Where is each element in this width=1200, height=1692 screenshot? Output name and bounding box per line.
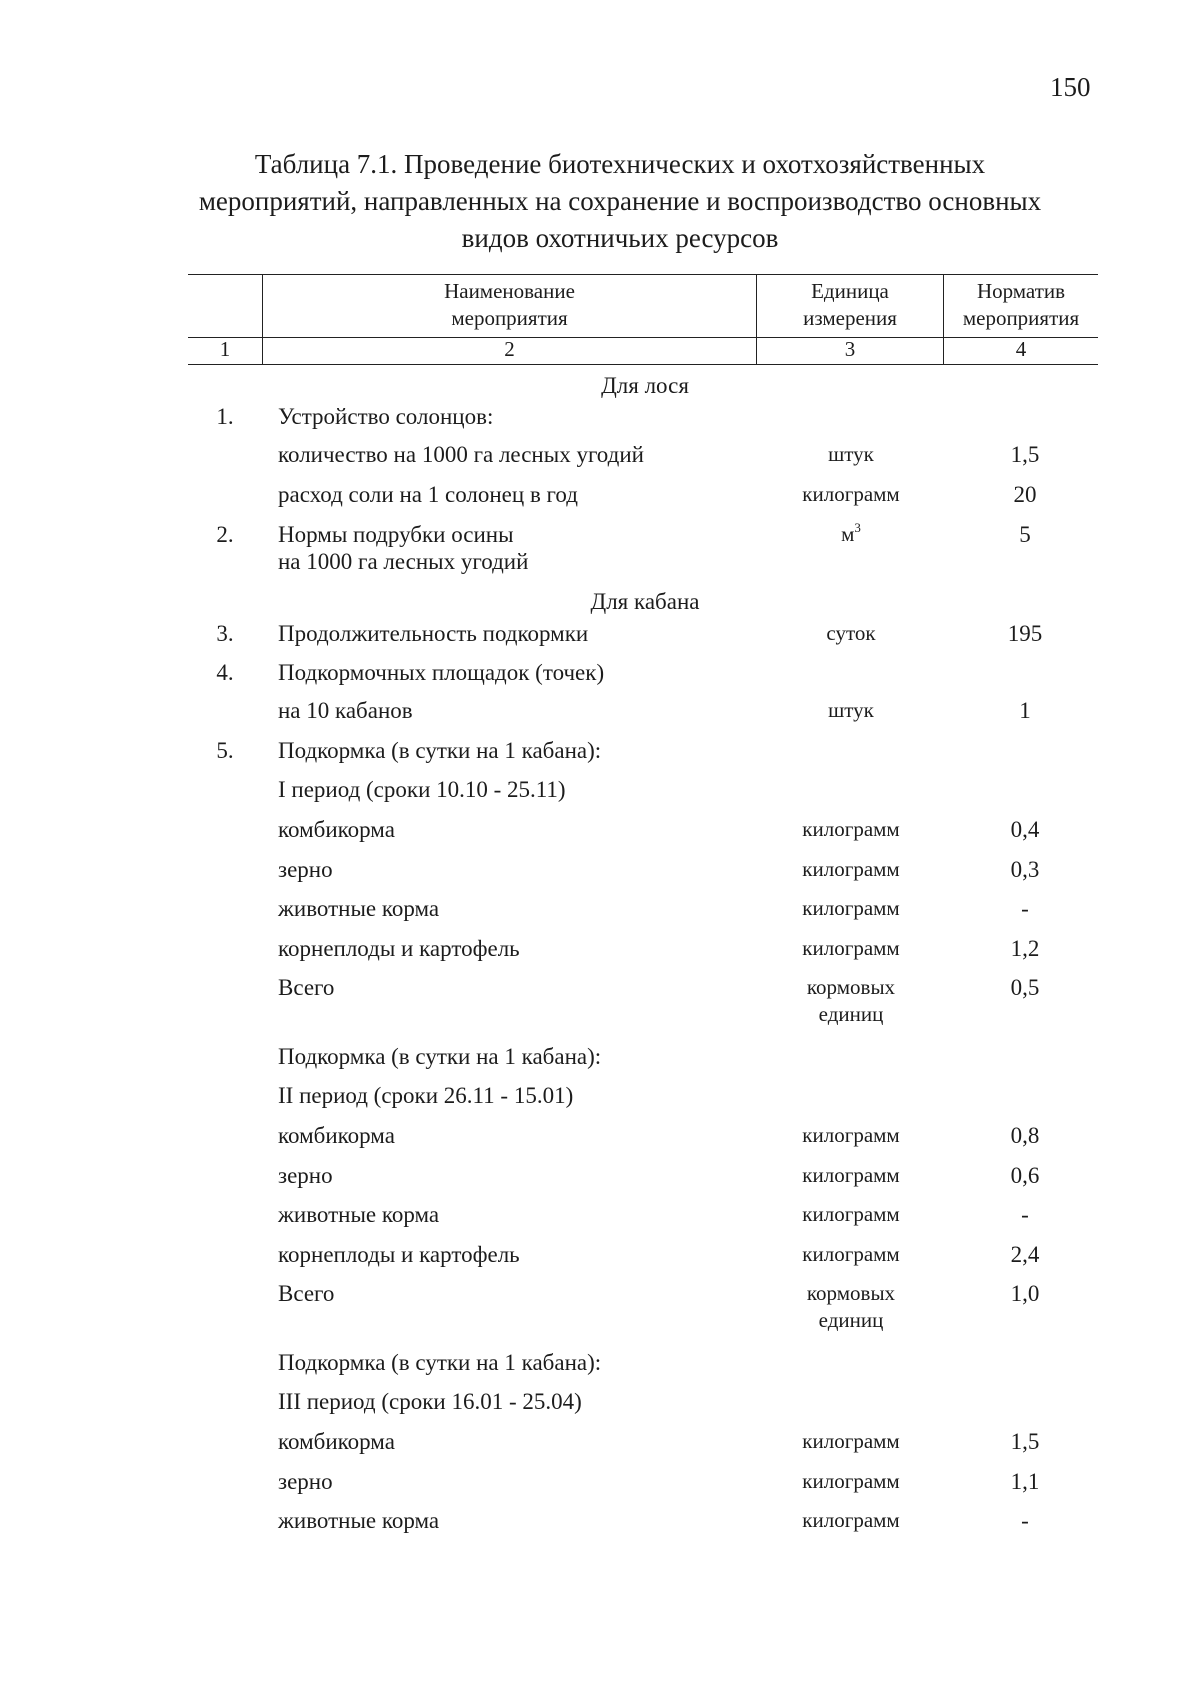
- row-number: [205, 403, 245, 430]
- row-name: [278, 1043, 798, 1070]
- section-heading-moose: Для лося: [601, 373, 689, 398]
- row-name: [278, 737, 798, 764]
- row-unit: [760, 481, 942, 508]
- header-unit-line: измерения: [803, 306, 897, 330]
- row-number-text: 5.: [216, 738, 234, 763]
- table-title-line: Таблица 7.1. Проведение биотехнических и охотхозяйственных: [254, 149, 986, 179]
- section-heading-boar: Для кабана: [590, 589, 700, 614]
- row-name-text: Подкормка (в сутки на 1 кабана):: [278, 1044, 602, 1069]
- row-name-text: I период (сроки 10.10 - 25.11): [278, 777, 566, 802]
- table-title-line: видов охотничьих ресурсов: [461, 223, 779, 253]
- row-name: [278, 441, 798, 468]
- row-number-text: 3.: [216, 621, 234, 646]
- row-unit: [760, 1122, 942, 1149]
- row-norm: [965, 697, 1085, 724]
- row-name-text: зерно: [278, 1163, 333, 1188]
- row-norm: [965, 1428, 1085, 1455]
- row-unit-text: кормовых единиц: [806, 975, 896, 1026]
- row-name: [278, 403, 798, 430]
- row-unit: [760, 816, 942, 843]
- row-name: [278, 659, 798, 686]
- row-name: [278, 974, 798, 1001]
- row-name-text: количество на 1000 га лесных угодий: [278, 442, 644, 467]
- row-unit: [760, 1280, 942, 1334]
- row-unit-text: килограмм: [802, 1123, 900, 1147]
- row-norm-text: 1,2: [1010, 936, 1040, 961]
- row-name-text: комбикорма: [278, 1123, 395, 1148]
- row-name: [278, 620, 798, 647]
- row-name-text: корнеплоды и картофель: [278, 1242, 520, 1267]
- row-name: [278, 1349, 798, 1376]
- row-norm: [965, 441, 1085, 468]
- row-norm-text: 195: [1007, 621, 1043, 646]
- row-norm-text: 1,5: [1010, 442, 1040, 467]
- row-norm: [965, 1468, 1085, 1495]
- row-name-text: животные корма: [278, 896, 440, 921]
- row-name: [278, 697, 798, 724]
- row-norm-text: 0,8: [1010, 1123, 1040, 1148]
- header-unit: [757, 278, 943, 332]
- row-name-text: Всего: [278, 1281, 335, 1306]
- row-unit: [760, 974, 942, 1028]
- table-top-rule: [188, 274, 1098, 275]
- header-name: [263, 278, 756, 332]
- row-unit-text: килограмм: [802, 1469, 900, 1493]
- row-unit: [760, 1201, 942, 1228]
- row-unit-text: штук: [828, 442, 874, 466]
- row-unit: [760, 441, 942, 468]
- row-name-text: комбикорма: [278, 817, 395, 842]
- row-unit: [760, 1428, 942, 1455]
- row-name: [278, 1241, 798, 1268]
- row-name-text: Продолжительность подкормки: [278, 621, 589, 646]
- row-name-text: животные корма: [278, 1202, 440, 1227]
- row-unit-text: килограмм: [802, 1429, 900, 1453]
- row-unit: [760, 620, 942, 647]
- row-name-text: Подкормка (в сутки на 1 кабана):: [278, 1350, 602, 1375]
- row-name: [278, 1468, 798, 1495]
- row-name: [278, 935, 798, 962]
- row-unit-text: суток: [826, 621, 876, 645]
- row-norm-text: 1,5: [1010, 1429, 1040, 1454]
- row-name: [278, 521, 798, 575]
- row-norm: [965, 1241, 1085, 1268]
- row-norm: [965, 816, 1085, 843]
- column-number-4: 4: [1015, 337, 1027, 361]
- row-name: [278, 1122, 798, 1149]
- row-name: [278, 481, 798, 508]
- header-name-line: Наименование: [444, 279, 575, 303]
- row-norm-text: 5: [1019, 522, 1031, 547]
- row-norm-text: 0,3: [1010, 857, 1040, 882]
- row-name: [278, 816, 798, 843]
- column-number-3: 3: [844, 337, 856, 361]
- row-name: [278, 856, 798, 883]
- header-unit-line: Единица: [811, 279, 889, 303]
- column-number-1: 1: [219, 337, 231, 361]
- row-number: [205, 521, 245, 548]
- row-number: [205, 737, 245, 764]
- row-norm: [965, 1201, 1085, 1228]
- row-unit-text: килограмм: [802, 1242, 900, 1266]
- row-unit: [760, 521, 942, 548]
- row-name-text: зерно: [278, 1469, 333, 1494]
- row-unit-text: килограмм: [802, 1202, 900, 1226]
- row-norm-text: 20: [1013, 482, 1037, 507]
- row-norm-text: -: [1021, 1202, 1029, 1227]
- row-norm: [965, 1122, 1085, 1149]
- row-name-text: Подкормочных площадок (точек): [278, 660, 605, 685]
- row-norm: [965, 521, 1085, 548]
- row-norm: [965, 856, 1085, 883]
- table-title: [150, 146, 1090, 257]
- row-unit-text: килограмм: [802, 1508, 900, 1532]
- row-norm: [965, 1507, 1085, 1534]
- row-norm-text: 1: [1019, 698, 1031, 723]
- row-norm-text: 0,6: [1010, 1163, 1040, 1188]
- row-unit-text: м: [841, 522, 855, 546]
- row-unit-text: килограмм: [802, 896, 900, 920]
- row-unit: [760, 1468, 942, 1495]
- header-name-line: мероприятия: [451, 306, 568, 330]
- row-norm-text: -: [1021, 896, 1029, 921]
- row-number-text: 4.: [216, 660, 234, 685]
- row-unit: [760, 697, 942, 724]
- row-name-text: животные корма: [278, 1508, 440, 1533]
- row-name: [278, 1507, 798, 1534]
- row-norm-text: 2,4: [1010, 1242, 1040, 1267]
- row-name-text: Всего: [278, 975, 335, 1000]
- row-unit: [760, 1162, 942, 1189]
- row-name-text: Нормы подрубки осины на 1000 га лесных угодий: [278, 522, 529, 574]
- row-unit-text: штук: [828, 698, 874, 722]
- row-norm: [965, 1280, 1085, 1307]
- row-norm: [965, 620, 1085, 647]
- row-name-text: на 10 кабанов: [278, 698, 413, 723]
- table-title-line: мероприятий, направленных на сохранение и воспроизводство основных: [198, 186, 1042, 216]
- row-name: [278, 1201, 798, 1228]
- row-norm-text: 0,5: [1010, 975, 1040, 1000]
- unit-superscript: 3: [854, 520, 861, 535]
- row-name-text: II период (сроки 26.11 - 15.01): [278, 1083, 574, 1108]
- row-unit-text: килограмм: [802, 482, 900, 506]
- row-norm-text: 1,0: [1010, 1281, 1040, 1306]
- row-unit-text: килограмм: [802, 936, 900, 960]
- row-unit: [760, 1241, 942, 1268]
- row-unit: [760, 1507, 942, 1534]
- row-unit-text: килограмм: [802, 857, 900, 881]
- header-norm-line: Норматив: [976, 279, 1066, 303]
- row-name: [278, 1082, 798, 1109]
- row-name-text: III период (сроки 16.01 - 25.04): [278, 1389, 582, 1414]
- column-number-2: 2: [504, 337, 515, 361]
- row-norm: [965, 481, 1085, 508]
- row-number: [205, 620, 245, 647]
- column-numbers-rule: [188, 364, 1098, 365]
- row-unit-text: кормовых единиц: [806, 1281, 896, 1332]
- row-norm: [965, 935, 1085, 962]
- row-unit-text: килограмм: [802, 1163, 900, 1187]
- row-name-text: Подкормка (в сутки на 1 кабана):: [278, 738, 602, 763]
- row-name: [278, 1428, 798, 1455]
- row-norm: [965, 974, 1085, 1001]
- page-number: 150: [1050, 72, 1091, 102]
- row-name: [278, 776, 798, 803]
- row-number-text: 2.: [216, 522, 234, 547]
- row-norm: [965, 895, 1085, 922]
- row-name-text: комбикорма: [278, 1429, 395, 1454]
- row-norm-text: 1,1: [1010, 1469, 1040, 1494]
- row-name-text: расход соли на 1 солонец в год: [278, 482, 578, 507]
- row-norm-text: 0,4: [1010, 817, 1040, 842]
- row-name: [278, 1388, 798, 1415]
- row-number: [205, 659, 245, 686]
- row-number-text: 1.: [216, 404, 234, 429]
- row-name-text: Устройство солонцов:: [278, 404, 494, 429]
- row-name: [278, 1280, 798, 1307]
- row-name: [278, 895, 798, 922]
- row-unit: [760, 935, 942, 962]
- row-name: [278, 1162, 798, 1189]
- row-norm: [965, 1162, 1085, 1189]
- row-name-text: зерно: [278, 857, 333, 882]
- row-unit: [760, 856, 942, 883]
- row-unit: [760, 895, 942, 922]
- header-norm: [944, 278, 1098, 332]
- header-norm-line: мероприятия: [962, 306, 1080, 330]
- row-norm-text: -: [1021, 1508, 1029, 1533]
- row-name-text: корнеплоды и картофель: [278, 936, 520, 961]
- row-unit-text: килограмм: [802, 817, 900, 841]
